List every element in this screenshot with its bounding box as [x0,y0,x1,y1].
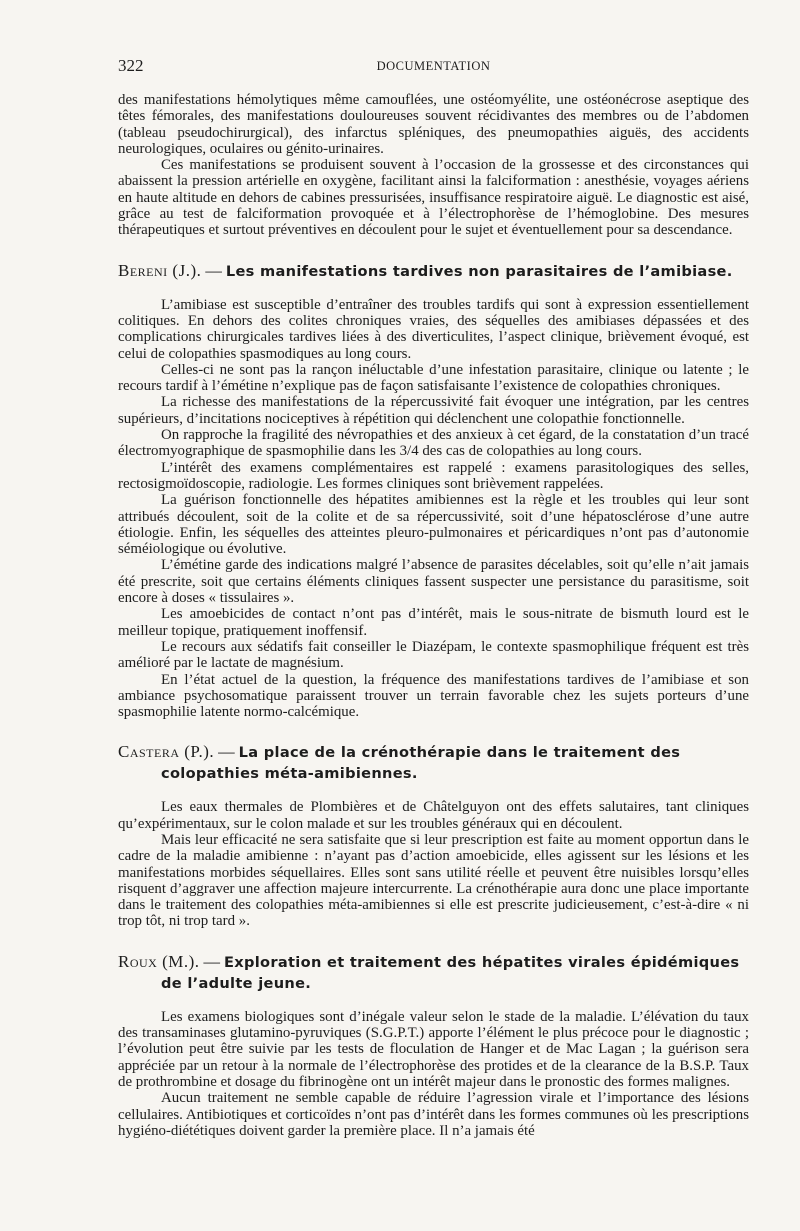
paragraph: Aucun traitement ne semble capable de réduire l’agression virale et l’importance des lésions cellulaires. Antibiotiques et corticoïdes n’ont pas d’intérêt dans les formes communes où les prescriptions hygiéno-diététiques doivent garder la première place. Il n’a jamais été [118,1090,749,1139]
author-name: Roux (M.). [118,951,200,971]
paragraph: La guérison fonctionnelle des hépatites amibiennes est la règle et les troubles qui leur sont attribués découlent, soit de la colite et de sa répercussivité, soit d’une hépatosclérose d’une autre étiologie. Enfin, les séquelles des atteintes pleuro-pulmonaires et péricardiques n’ont pas d’autonomie séméiologique ou évolutive. [118,492,749,558]
author-name: Castera (P.). [118,742,215,762]
paragraph: Celles-ci ne sont pas la rançon inéluctable d’une infestation parasitaire, clinique ou latente ; le recours tardif à l’émétine n’explique pas de façon satisfaisante l’existence de colopathies chroniques. [118,361,749,395]
paragraph: L’émétine garde des indications malgré l’absence de parasites décelables, soit qu’elle n’ait jamais été prescrite, soit que certains éléments cliniques fassent suspecter une persistance du parasitisme, soit encore à doses « tissulaires ». [118,557,749,607]
page-number: 322 [118,56,144,75]
dash: — [218,742,235,762]
paragraph: On rapproche la fragilité des névropathies et des anxieux à cet égard, de la constatation d’un tracé électromyographique de spasmophilie dans les 3/4 des cas de colopathies au long cours. [118,427,749,460]
dash: — [205,260,222,280]
entry-heading [118,952,749,994]
paragraph: Mais leur efficacité ne sera satisfaite que si leur prescription est faite au moment opportun dans le cadre de la maladie amibienne : n’ayant pas d’action amoebicide, elles agissent sur les lésions et les manifestations morbides séquellaires. Elles sont sans utilité réelle et peuvent être nuisibles lorsqu’elles risquent d’aggraver une affection majeure intercurrente. La crénothérapie aura donc une place importante dans le traitement des colopathies méta-amibiennes si elle est prescrite judicieusement, c’est-à-dire « ni trop tôt, ni trop tard ». [118,831,749,930]
paragraph: L’amibiase est susceptible d’entraîner des troubles tardifs qui sont à expression essentiellement colitiques. En dehors des colites chroniques vraies, des séquelles des amibiases dépassées et des complications chirurgicales tardives liées à des diverticulites, l’aspect clinique, brièvement évoqué, est celui de colopathies spasmodiques au long cours. [118,296,749,362]
abstract-entry-bereni [118,261,749,721]
paragraph: L’intérêt des examens complémentaires est rappelé : examens parasitologiques des selles, rectosigmoïdoscopie, radiologie. Les formes cliniques sont brièvement rappelées. [118,459,749,492]
article-title: La place de la crénothérapie dans le traitement des colopathies méta-amibiennes. [161,744,681,783]
dash: — [203,951,221,971]
paragraph: Les eaux thermales de Plombières et de Châtelguyon ont des effets salutaires, tant cliniques qu’expérimentaux, sur le colon malade et sur les troubles généraux qui en découlent. [118,799,749,832]
paragraph: Le recours aux sédatifs fait conseiller le Diazépam, le contexte spasmophilique fréquent est très amélioré par le lactate de magnésium. [118,638,749,672]
article-title: Les manifestations tardives non parasitaires de l’amibiase. [225,262,733,280]
paragraph: Les amoebicides de contact n’ont pas d’intérêt, mais le sous-nitrate de bismuth lourd est le meilleur topique, pratiquement inoffensif. [118,606,749,639]
abstract-entry-roux [118,952,749,1139]
paragraph: Les examens biologiques sont d’inégale valeur selon le stade de la maladie. L’élévation du taux des transaminases glutamino-pyruviques (S.G.P.T.) apporte l’élément le plus précoce pour le diagnostic ; l’évolution peut être suivie par les tests de floculation de Hanger et de Mac Lagan ; la guérison sera appréciée par un retour à la normale de l’électrophorèse des protides et de la clearance de la B.S.P. Taux de prothrombine et dosage du fibrinogène ont un intérêt majeur dans le pronostic des formes malignes. [118,1008,749,1090]
entry-heading [118,742,749,784]
author-name: Bereni (J.). [118,260,202,280]
article-title: Exploration et traitement des hépatites virales épidémiques de l’adulte jeune. [161,953,740,992]
paragraph: La richesse des manifestations de la répercussivité fait évoquer une intégration, par les centres supérieurs, d’incitations nociceptives à répétition qui déclenchent une colopathie fonctionnelle. [118,394,749,427]
entry-heading [118,261,749,282]
abstract-entry-castera [118,742,749,929]
page-header [118,56,749,78]
running-title: DOCUMENTATION [376,59,491,73]
paragraph: des manifestations hémolytiques même camouflées, une ostéomyélite, une ostéonécrose aseptique des têtes fémorales, des manifestations douloureuses souvent récidivantes des membres ou de l’abdomen (tableau pseudochirurgical), des infarctus spléniques, des pneumopathies aiguës, des accidents neurologiques, oculaires ou génito-urinaires. [118,92,749,157]
intro-section [118,92,749,239]
page-body [118,92,749,1139]
paragraph: En l’état actuel de la question, la fréquence des manifestations tardives de l’amibiase et son ambiance psychosomatique paraissent trouver un terrain favorable chez les sujets porteurs d’une spasmophilie latente normo-calcémique. [118,671,749,721]
paragraph: Ces manifestations se produisent souvent à l’occasion de la grossesse et des circonstances qui abaissent la pression artérielle en oxygène, facilitant ainsi la falciformation : anesthésie, voyages aériens en haute altitude en dehors de cabines pressurisées, insuffisance respiratoire aiguë. Le diagnostic est aisé, grâce au test de falciformation provoquée et à l’électrophorèse de l’hémoglobine. Des mesures thérapeutiques et surtout préventives en découlent pour le sujet et éventuellement pour sa descendance. [118,157,749,239]
